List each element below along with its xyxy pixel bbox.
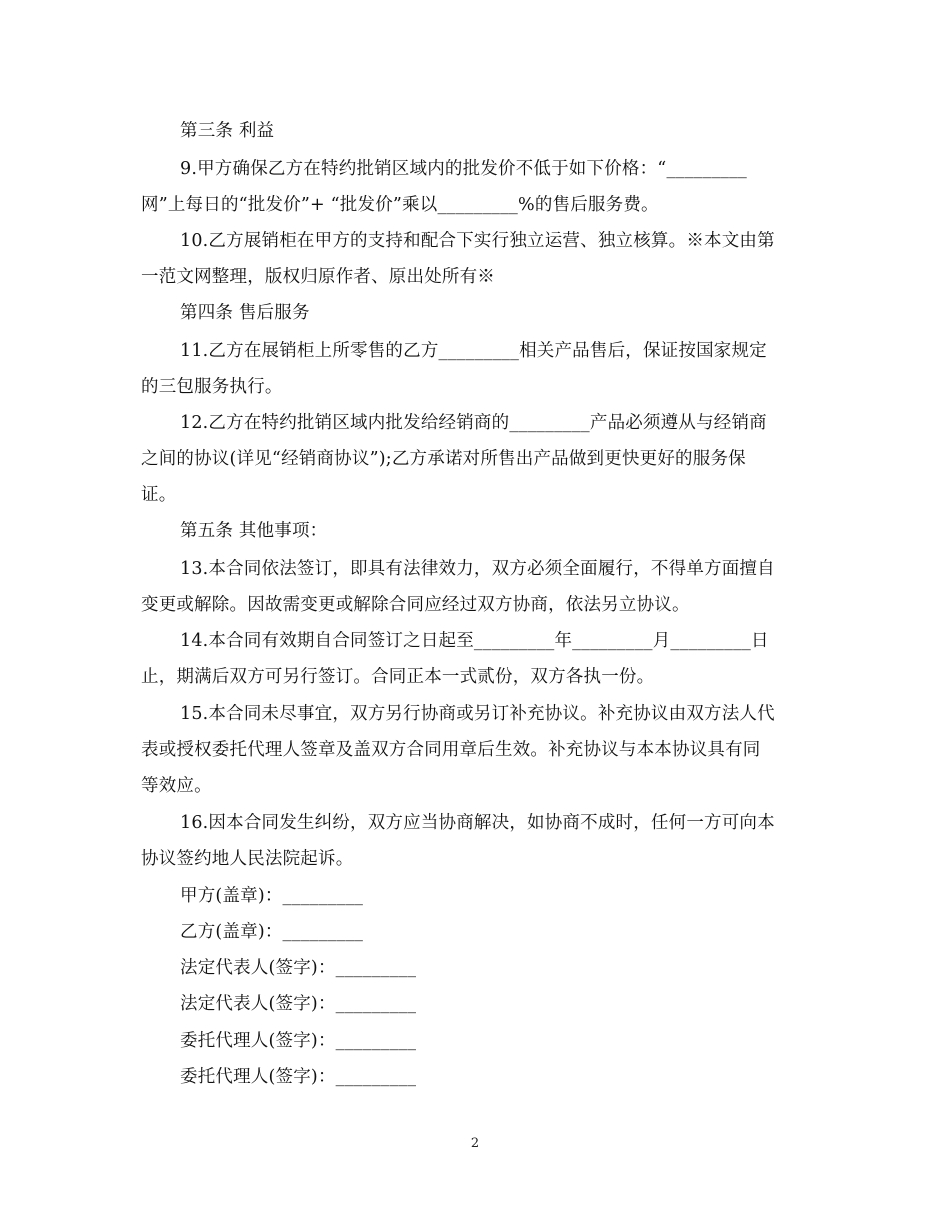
clause-12-line-1: 12.乙方在特约批销区域内批发给经销商的_________产品必须遵从与经销商 <box>180 413 767 433</box>
section-heading-5: 第五条 其他事项： <box>180 521 328 541</box>
clause-10-line-1: 10.乙方展销柜在甲方的支持和配合下实行独立运营、独立核算。※本文由第 <box>180 231 775 251</box>
legal-rep-signature-line-2: 法定代表人(签字)：_________ <box>180 994 417 1014</box>
party-b-seal-line: 乙方(盖章)：_________ <box>180 922 364 942</box>
clause-15-line-1: 15.本合同未尽事宜，双方另行协商或另订补充协议。补充协议由双方法人代 <box>180 704 775 724</box>
clause-13-line-2: 变更或解除。因故需变更或解除合同应经过双方协商，依法另立协议。 <box>141 595 690 615</box>
party-a-seal-line: 甲方(盖章)：_________ <box>180 886 364 906</box>
clause-9-line-2: 网”上每日的“批发价”+ “批发价”乘以_________%的售后服务费。 <box>141 195 659 215</box>
page-number: 2 <box>470 1136 480 1151</box>
clause-12-line-2: 之间的协议(详见“经销商协议”);乙方承诺对所售出产品做到更快更好的服务保 <box>141 449 746 469</box>
clause-14-line-1: 14.本合同有效期自合同签订之日起至_________年_________月_________日 <box>180 631 769 651</box>
legal-rep-signature-line-1: 法定代表人(签字)：_________ <box>180 958 417 978</box>
clause-11-line-2: 的三包服务执行。 <box>141 377 283 397</box>
clause-14-line-2: 止，期满后双方可另行签订。合同正本一式贰份，双方各执一份。 <box>141 667 655 687</box>
agent-signature-line-1: 委托代理人(签字)：_________ <box>180 1031 417 1051</box>
clause-13-line-1: 13.本合同依法签订，即具有法律效力，双方必须全面履行，不得单方面擅自 <box>180 559 775 579</box>
section-heading-4: 第四条 售后服务 <box>180 303 310 323</box>
clause-11-line-1: 11.乙方在展销柜上所零售的乙方_________相关产品售后，保证按国家规定 <box>180 341 767 361</box>
clause-15-line-3: 等效应。 <box>141 776 212 796</box>
agent-signature-line-2: 委托代理人(签字)：_________ <box>180 1067 417 1087</box>
clause-12-line-3: 证。 <box>141 485 177 505</box>
clause-16-line-1: 16.因本合同发生纠纷，双方应当协商解决，如协商不成时，任何一方可向本 <box>180 813 775 833</box>
clause-15-line-2: 表或授权委托代理人签章及盖双方合同用章后生效。补充协议与本本协议具有同 <box>141 740 761 760</box>
clause-9-line-1: 9.甲方确保乙方在特约批销区域内的批发价不低于如下价格：“_________ <box>180 159 747 179</box>
clause-16-line-2: 协议签约地人民法院起诉。 <box>141 849 354 869</box>
section-heading-3: 第三条 利益 <box>180 121 275 141</box>
clause-10-line-2: 一范文网整理，版权归原作者、原出处所有※ <box>141 267 495 287</box>
